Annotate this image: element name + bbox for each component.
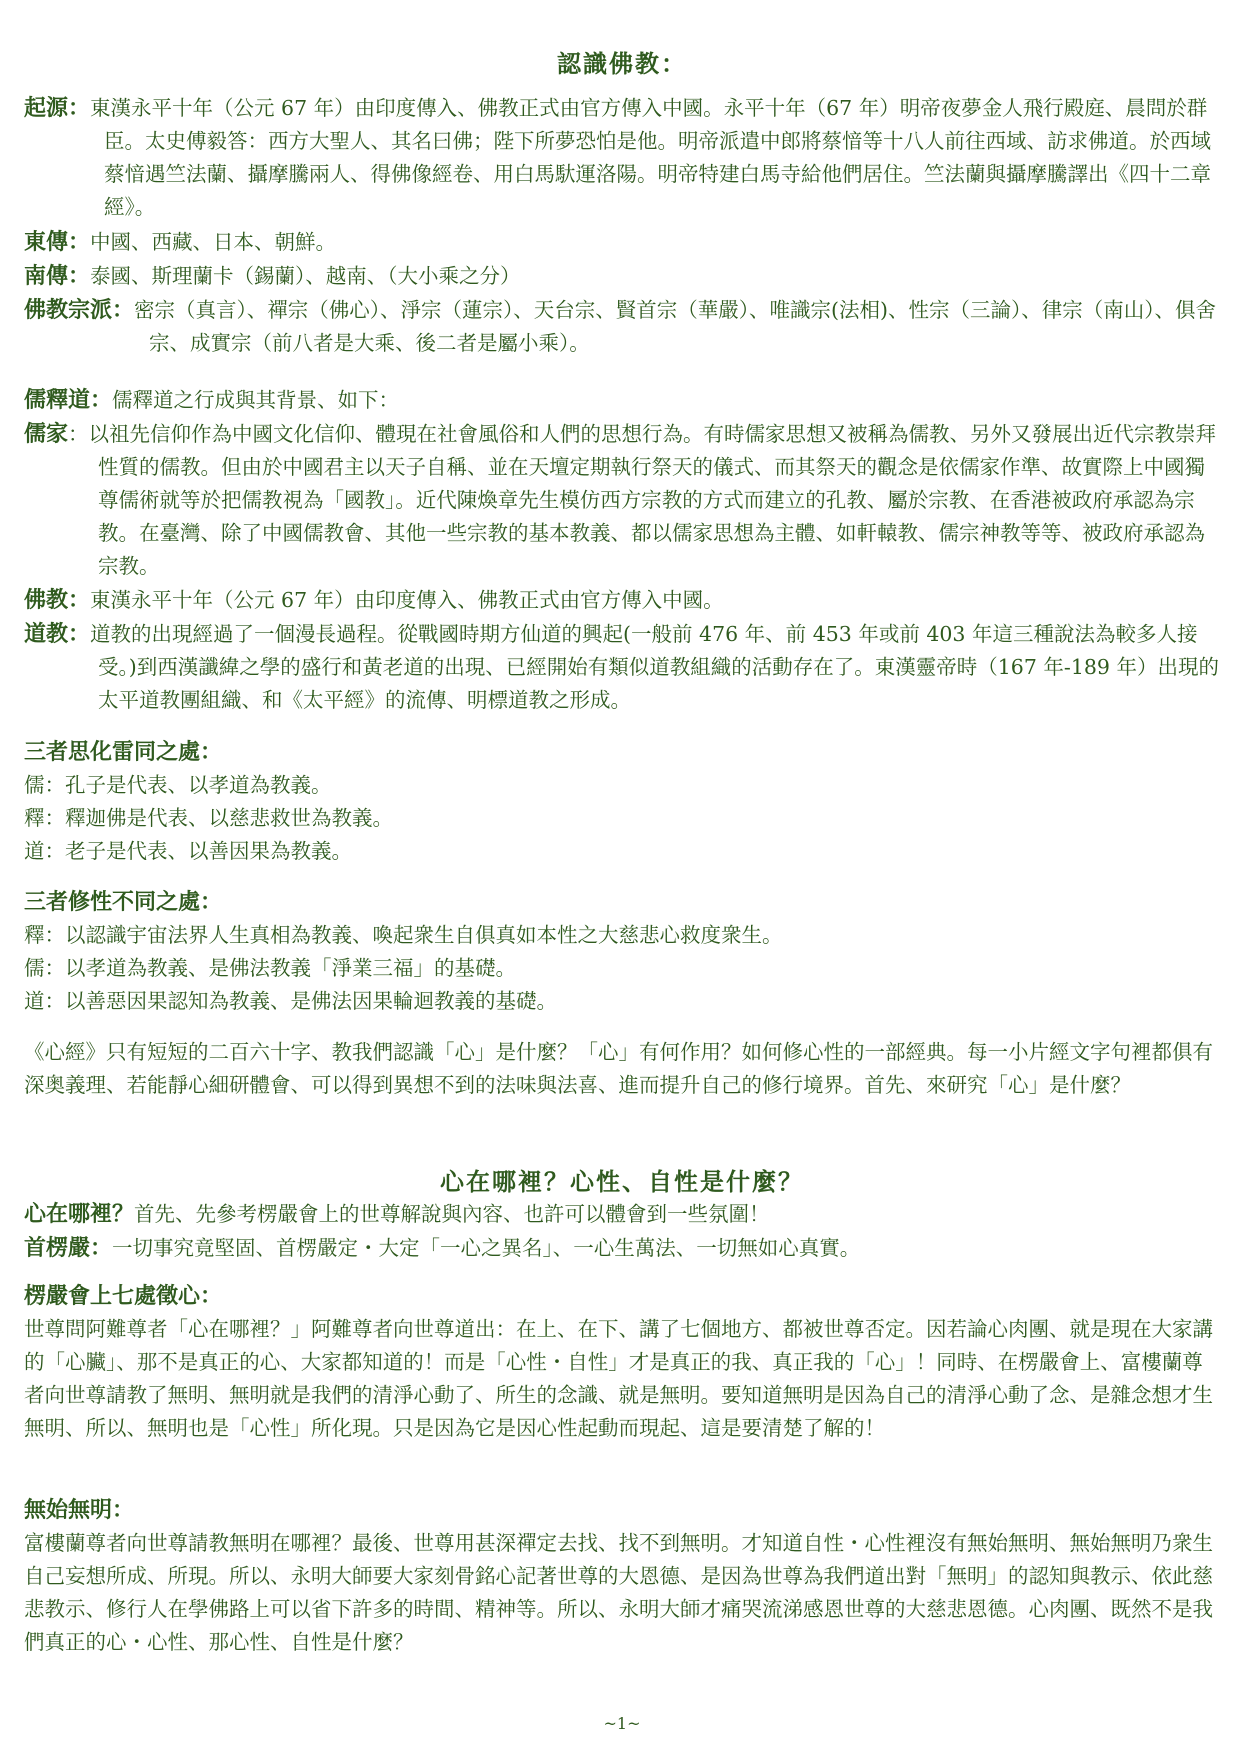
similar-heading: 三者思化雷同之處：	[24, 739, 223, 765]
taoism-label: 道教：	[24, 621, 91, 647]
east-label: 東傳：	[24, 229, 91, 255]
taoism-text: 道教的出現經過了一個漫長過程。從戰國時期方仙道的興起(一般前 476 年、前 453 年或前 403 年這三種說法為較多人接受。)到西漢讖緯之學的盛行和黃老道的出現、已經開始有類似道教組織的活動存在了。東漢靈帝時（167 年-189 年）出現的太平道教團組織、和《太平經》的流傳、明標道教之形成。	[90, 622, 1219, 712]
origin-label: 起源：	[24, 95, 91, 121]
south-section	[24, 260, 1220, 293]
buddhism-label: 佛教：	[24, 587, 91, 613]
page-title: 認識佛教：	[557, 49, 687, 78]
similar-line: 釋：釋迦佛是代表、以慈悲救世為教義。	[24, 806, 393, 830]
confucian-text: ：以祖先信仰作為中國文化信仰、體現在社會風俗和人們的思想行為。有時儒家思想又被稱為儒教、另外又發展出近代宗教崇拜性質的儒教。但由於中國君主以天子自稱、並在天壇定期執行祭天的儀式、而其祭天的觀念是依儒家作準、故實際上中國獨尊儒術就等於把儒教視為「國教」。近代陳煥章先生模仿西方宗教的方式而建立的孔教、屬於宗教、在香港被政府承認為宗教。在臺灣、除了中國儒教會、其他一些宗教的基本教義、都以儒家思想為主體、如軒轅教、儒宗神教等等、被政府承認為宗教。	[68, 422, 1217, 578]
south-label: 南傳：	[24, 263, 91, 289]
seven-section	[24, 1280, 1220, 1445]
similar-line: 道：老子是代表、以善因果為教義。	[24, 839, 352, 863]
avidya-section	[24, 1494, 1220, 1659]
east-section	[24, 226, 1220, 259]
three-section	[24, 384, 1220, 417]
page-number: ~1~	[603, 1714, 641, 1733]
different-heading: 三者修性不同之處：	[24, 889, 223, 915]
different-line: 道：以善惡因果認知為教義、是佛法因果輪迴教義的基礎。	[24, 989, 557, 1013]
different-line: 儒：以孝道為教義、是佛法教義「淨業三福」的基礎。	[24, 956, 516, 980]
east-text: 中國、西藏、日本、朝鮮。	[90, 230, 337, 254]
shoulengyan-label: 首楞嚴：	[24, 1235, 113, 1261]
schools-label: 佛教宗派：	[24, 297, 135, 323]
avidya-text: 富樓蘭尊者向世尊請教無明在哪裡？最後、世尊用甚深禪定去找、找不到無明。才知道自性・心性裡沒有無始無明、無始無明乃衆生自己妄想所成、所現。所以、永明大師要大家刻骨銘心記著世尊的大恩德、是因為世尊為我們道出對「無明」的認知與教示、依此慈悲教示、修行人在學佛路上可以省下許多的時間、精神等。所以、永明大師才痛哭流涕感恩世尊的大慈悲恩德。心肉團、既然不是我們真正的心・心性、那心性、自性是什麼？	[24, 1531, 1213, 1654]
similar-line: 儒：孔子是代表、以孝道為教義。	[24, 773, 332, 797]
three-text: 儒釋道之行成與其背景、如下：	[112, 388, 400, 412]
confucian-section	[24, 418, 1220, 583]
schools-text: 密宗（真言）、禪宗（佛心）、淨宗（蓮宗）、天台宗、賢首宗（華嚴）、唯識宗(法相)、性宗（三論）、律宗（南山）、俱舍宗、成實宗（前八者是大乘、後二者是屬小乘）。	[134, 298, 1217, 355]
where-section	[24, 1198, 1220, 1231]
shoulengyan-section	[24, 1232, 1220, 1265]
section-title: 心在哪裡？心性、自性是什麼？	[440, 1167, 804, 1196]
heart-sutra-paragraph	[24, 1036, 1220, 1102]
three-label: 儒釋道：	[24, 387, 113, 413]
similar-section	[24, 736, 1220, 868]
avidya-heading: 無始無明：	[24, 1497, 135, 1523]
buddhism-section	[24, 584, 1220, 617]
different-section	[24, 886, 1220, 1018]
buddhism-text: 東漢永平十年（公元 67 年）由印度傳入、佛教正式由官方傳入中國。	[90, 588, 724, 612]
seven-text: 世尊問阿難尊者「心在哪裡？」阿難尊者向世尊道出：在上、在下、講了七個地方、都被世尊否定。因若論心肉團、就是現在大家講的「心臟」、那不是真正的心、大家都知道的！而是「心性・自性」才是真正的我、真正我的「心」！同時、在楞嚴會上、富樓蘭尊者向世尊請教了無明、無明就是我們的清淨心動了、所生的念識、就是無明。要知道無明是因為自己的清淨心動了念、是雜念想才生無明、所以、無明也是「心性」所化現。只是因為它是因心性起動而現起、這是要清楚了解的！	[24, 1317, 1213, 1440]
seven-heading: 楞嚴會上七處徵心：	[24, 1283, 223, 1309]
where-label: 心在哪裡？	[24, 1201, 135, 1227]
shoulengyan-text: 一切事究竟堅固、首楞嚴定・大定「一心之異名」、一心生萬法、一切無如心真實。	[112, 1236, 861, 1260]
where-text: 首先、先參考楞嚴會上的世尊解說與內容、也許可以體會到一些氛圍！	[134, 1202, 770, 1226]
schools-section	[24, 294, 1220, 360]
south-text: 泰國、斯理蘭卡（錫蘭）、越南、（大小乘之分）	[90, 264, 521, 288]
confucian-label: 儒家	[24, 421, 69, 447]
different-line: 釋：以認識宇宙法界人生真相為教義、喚起衆生自俱真如本性之大慈悲心救度衆生。	[24, 923, 783, 947]
origin-section	[24, 92, 1220, 224]
heart-sutra-text: 《心經》只有短短的二百六十字、教我們認識「心」是什麼？「心」有何作用？如何修心性的一部經典。每一小片經文字句裡都俱有深奥義理、若能靜心細研體會、可以得到異想不到的法味與法喜、進而提升自己的修行境界。首先、來研究「心」是什麼？	[24, 1040, 1213, 1097]
taoism-section	[24, 618, 1220, 717]
origin-text: 東漢永平十年（公元 67 年）由印度傳入、佛教正式由官方傳入中國。永平十年（67 年）明帝夜夢金人飛行殿庭、晨問於群臣。太史傅毅答：西方大聖人、其名曰佛；陛下所夢恐怕是他。明帝派遣中郎將蔡愔等十八人前往西域、訪求佛道。於西域蔡愔遇竺法蘭、攝摩騰兩人、得佛像經卷、用白馬馱運洛陽。明帝特建白馬寺給他們居住。竺法蘭與攝摩騰譯出《四十二章經》。	[90, 96, 1211, 219]
